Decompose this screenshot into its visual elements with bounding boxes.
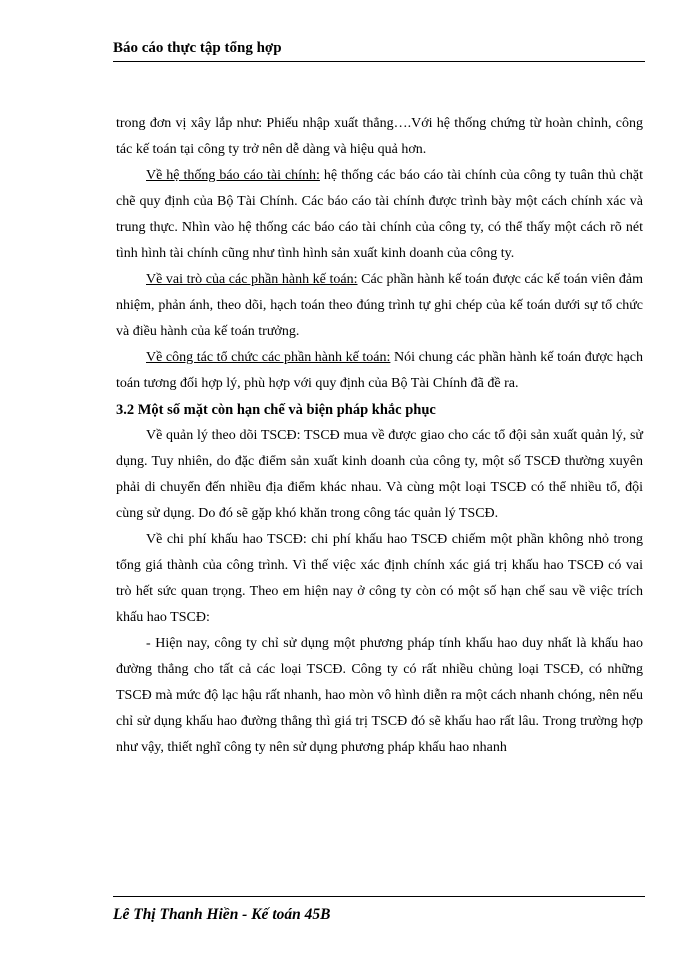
page-footer xyxy=(113,896,645,924)
section-heading: 3.2 Một số mặt còn hạn chế và biện pháp khắc phục xyxy=(116,402,436,418)
footer-author: Lê Thị Thanh Hiền - Kế toán 45B xyxy=(113,906,331,923)
paragraph-4-label: Về công tác tổ chức các phần hành kế toán: xyxy=(146,350,391,365)
paragraph-3-label: Về vai trò của các phần hành kế toán: xyxy=(146,272,358,287)
paragraph-4 xyxy=(116,345,643,397)
document-body xyxy=(116,111,643,761)
paragraph-5: Về quản lý theo dõi TSCĐ: TSCĐ mua về được giao cho các tổ đội sản xuất quản lý, sử dụng. Tuy nhiên, do đặc điểm sản xuất kinh doanh của công ty, một số TSCĐ thường xuyên phải di chuyển đến nhiều địa điểm khác nhau. Và cùng một loại TSCĐ có thể nhiều tổ, đội cùng sử dụng. Do đó sẽ gặp khó khăn trong công tác quản lý TSCĐ. xyxy=(116,428,643,521)
paragraph-2 xyxy=(116,163,643,267)
header-rule xyxy=(113,61,645,62)
page-header xyxy=(113,40,645,62)
paragraph-4-text: Nói chung các phần hành kế toán được hạch toán tương đối hợp lý, phù hợp với quy định của Bộ Tài Chính đã đề ra. xyxy=(116,350,643,391)
paragraph-2-label: Về hệ thống báo cáo tài chính: xyxy=(146,168,320,183)
paragraph-3 xyxy=(116,267,643,345)
paragraph-6: Về chi phí khấu hao TSCĐ: chi phí khấu hao TSCĐ chiếm một phần không nhỏ trong tổng giá thành của công trình. Vì thế việc xác định chính xác giá trị khấu hao TSCĐ có vai trò hết sức quan trọng. Theo em hiện nay ở công ty còn có một số hạn chế sau về việc trích khấu hao TSCĐ: xyxy=(116,532,643,625)
header-title: Báo cáo thực tập tổng hợp xyxy=(113,40,282,56)
paragraph-7: - Hiện nay, công ty chỉ sử dụng một phương pháp tính khấu hao duy nhất là khấu hao đường thẳng cho tất cả các loại TSCĐ. Công ty có rất nhiều chủng loại TSCĐ, có những TSCĐ mà mức độ lạc hậu rất nhanh, hao mòn vô hình diễn ra một cách nhanh chóng, nên nếu chỉ sử dụng khấu hao đường thẳng thì giá trị TSCĐ đó sẽ khấu hao rất lâu. Trong trường hợp như vậy, thiết nghĩ công ty nên sử dụng phương pháp khấu hao nhanh xyxy=(116,636,643,755)
paragraph-2-text: hệ thống các báo cáo tài chính của công ty tuân thủ chặt chẽ quy định của Bộ Tài Chính. Các báo cáo tài chính được trình bày một cách chính xác và trung thực. Nhìn vào hệ thống các báo cáo tài chính của công ty, có thể thấy một cách rõ nét tình hình tài chính cũng như tình hình sản xuất kinh doanh của công ty. xyxy=(116,168,643,261)
paragraph-3-text: Các phần hành kế toán được các kế toán viên đảm nhiệm, phản ánh, theo dõi, hạch toán theo đúng trình tự ghi chép của kế toán dưới sự tổ chức và điều hành của kế toán trưởng. xyxy=(116,272,643,339)
paragraph-1: trong đơn vị xây lắp như: Phiếu nhập xuất thẳng….Với hệ thống chứng từ hoàn chỉnh, công tác kế toán tại công ty trở nên dễ dàng và hiệu quả hơn. xyxy=(116,116,643,157)
